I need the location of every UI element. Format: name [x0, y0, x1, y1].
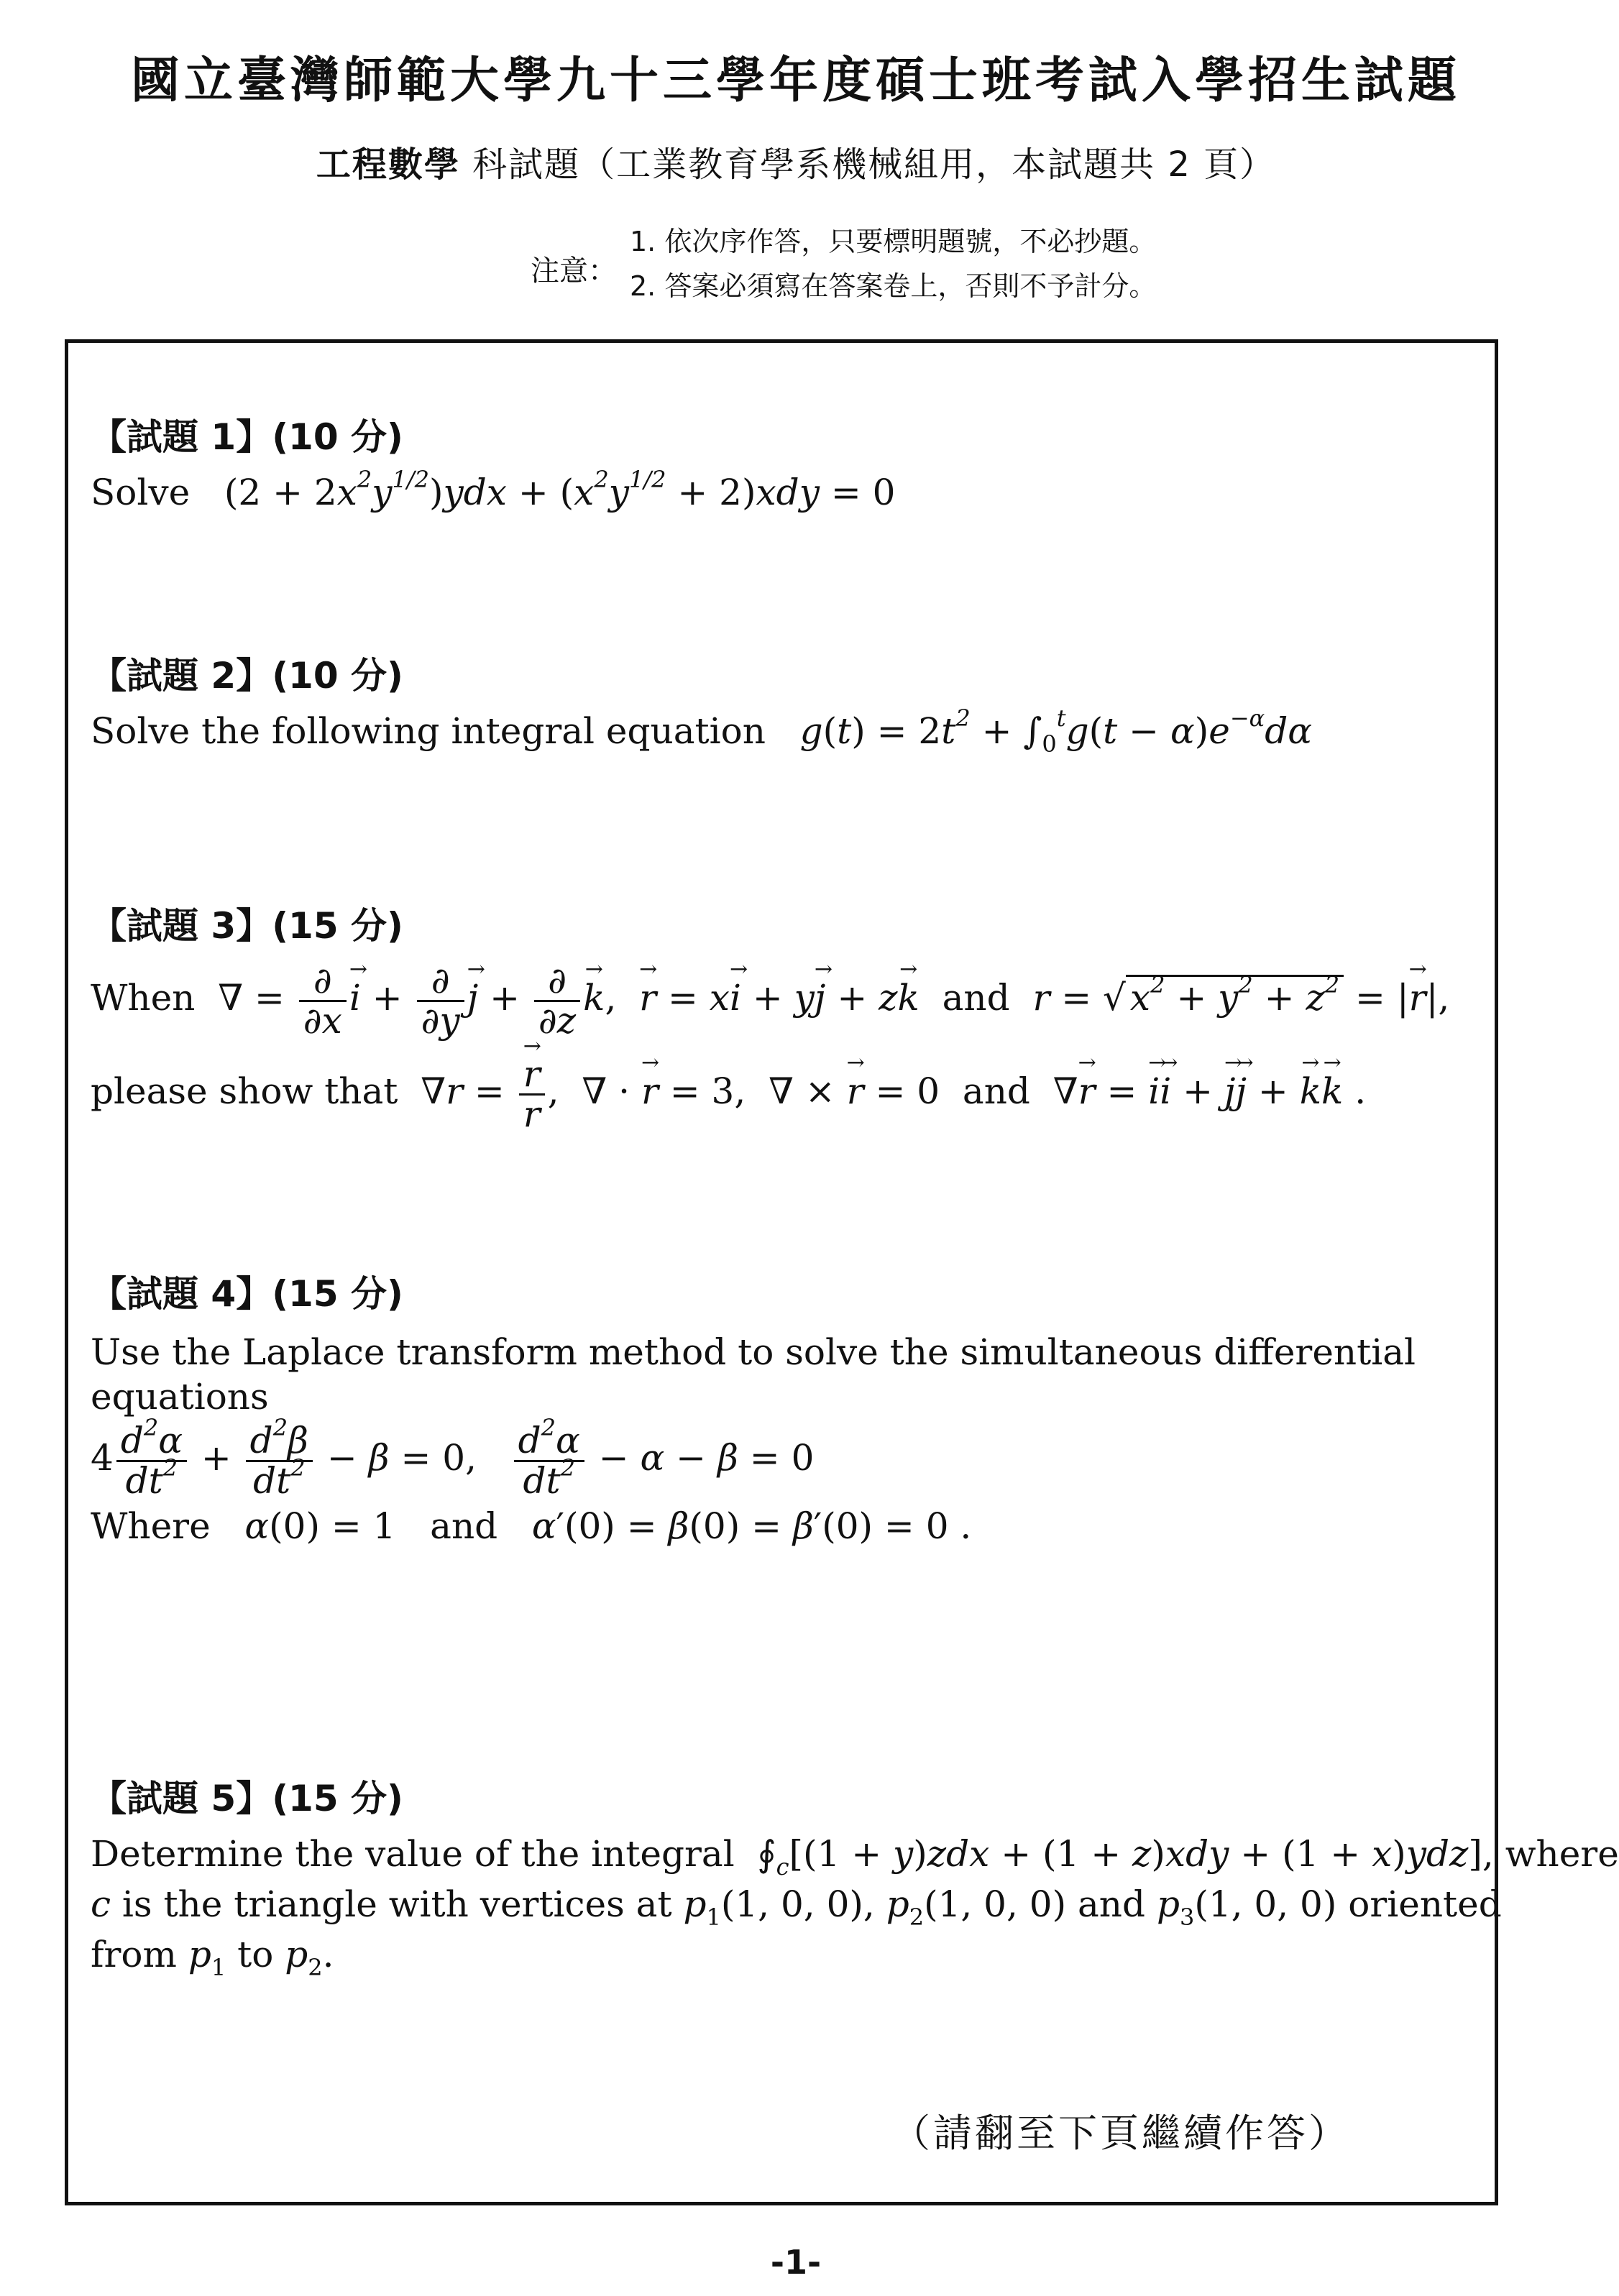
- question-3: [91, 897, 1449, 1133]
- question-5: [91, 1770, 1619, 1981]
- triangle-text: is the triangle with vertices at: [121, 1883, 672, 1925]
- vertex-p3: $p_3(1$, 0, 0): [1156, 1883, 1337, 1931]
- equation: 4 $\frac{d^2\alpha}{dt^2}$ + $\frac{d^2\beta}{dt^2}$ − β = 0, $\frac{d^2\alpha}{dt^2}$ − α − β = 0: [91, 1414, 815, 1502]
- equation: $∮_c[(1 + y)zdx + (1 + z)xdy + (1 + x)ydz]$: [757, 1833, 1482, 1881]
- question-2: [91, 647, 1313, 758]
- page-number: -1-: [770, 2243, 822, 2282]
- question-body-line-3: from $p_1$ to $p_2$.: [91, 1934, 334, 1981]
- question-4: [91, 1265, 1416, 1547]
- oriented-text: oriented: [1348, 1883, 1502, 1925]
- equation: α(0) = 1: [244, 1505, 396, 1547]
- connector-and: and: [1078, 1883, 1146, 1925]
- question-body-line-2: c is the triangle with vertices at $p_1(1$, 0, 0), $p_2(1$, 0, 0) and $p_3(1$, 0, 0) oriented: [91, 1883, 1502, 1931]
- vertex-p1: $p_1(1$, 0, 0),: [683, 1883, 875, 1931]
- question-heading: 【試題 1】(10 分): [91, 416, 403, 458]
- subject-name: 工程數學: [316, 144, 460, 185]
- vertex-p2: $p_2(1$, 0, 0): [886, 1883, 1067, 1931]
- question-body: [91, 466, 896, 513]
- continue-note: （請翻至下頁繼續作答）: [891, 2111, 1350, 2156]
- initial-conditions: [91, 1505, 1416, 1547]
- equation: $g(t) = 2t^2 + \int_0^tg(t - \alpha)e^{-\alpha}d\alpha$: [799, 704, 1313, 758]
- question-prompt-line-1: Use the Laplace transform method to solve the simultaneous differential: [91, 1331, 1416, 1373]
- connector-and: and: [962, 1070, 1030, 1112]
- equation: r = √ $x^2 + y^2 + z^2$ = |→ r|,: [1032, 977, 1449, 1019]
- question-prompt-2: please show that: [91, 1070, 398, 1112]
- question-heading: 【試題 5】(15 分): [91, 1778, 403, 1819]
- question-prompt: When: [91, 977, 196, 1019]
- question-prompt: Determine the value of the integral: [91, 1833, 735, 1875]
- connector-and: and: [942, 977, 1010, 1019]
- question-heading: 【試題 4】(15 分): [91, 1273, 403, 1315]
- equation-system: [91, 1414, 1416, 1502]
- question-heading: 【試題 3】(15 分): [91, 905, 403, 947]
- equation: ∇r = → $\frac{r}{r}$ , ∇ · → r = 3, ∇ × → r = 0: [421, 1070, 940, 1112]
- question-body-line-1: [91, 960, 1450, 1042]
- equation: ∇→ r = → i→ i + → j→ j + → k→ k .: [1053, 1070, 1366, 1112]
- equation: $(2 + 2x^2y^{1/2})ydx + (x^2y^{1/2} + 2)xdy = 0$: [224, 466, 896, 513]
- connector-and: and: [430, 1505, 498, 1547]
- equation: α′(0) = β(0) = β′(0) = 0 .: [531, 1505, 972, 1547]
- question-heading: 【試題 2】(10 分): [91, 655, 403, 697]
- exam-subtitle: [0, 137, 1592, 186]
- question-body-line-2: [91, 1055, 1449, 1133]
- notes-list: [630, 219, 1156, 308]
- exam-title: 國立臺灣師範大學九十三學年度碩士班考試入學招生試題: [130, 52, 1461, 109]
- equation: ∇ = $\frac{\partial}{\partial x}$ → i + $\frac{\partial}{\partial y}$ → j + $\frac{\partial}{\partial z}$ → k, → r = x→ i + y→ j + z→ k: [218, 977, 931, 1019]
- question-body-line-1: [91, 1833, 1619, 1881]
- subject-suffix: 科試題（工業教育學系機械組用，本試題共 2 頁）: [459, 144, 1276, 185]
- to-text: to: [237, 1934, 274, 1975]
- question-prompt-line-2: equations: [91, 1376, 269, 1418]
- question-body: [91, 704, 1313, 758]
- from-text: from: [91, 1934, 177, 1975]
- question-prompt: Solve the following integral equation: [91, 710, 766, 752]
- where-label: , where: [1482, 1833, 1619, 1875]
- where-label: Where: [91, 1505, 211, 1547]
- note-item: 1. 依次序作答，只要標明題號，不必抄題。: [630, 226, 1157, 257]
- question-prompt: Solve: [91, 472, 191, 513]
- note-item: 2. 答案必須寫在答案卷上，否則不予計分。: [630, 270, 1157, 302]
- question-1: [91, 408, 895, 513]
- notes-label: 注意：: [531, 254, 617, 288]
